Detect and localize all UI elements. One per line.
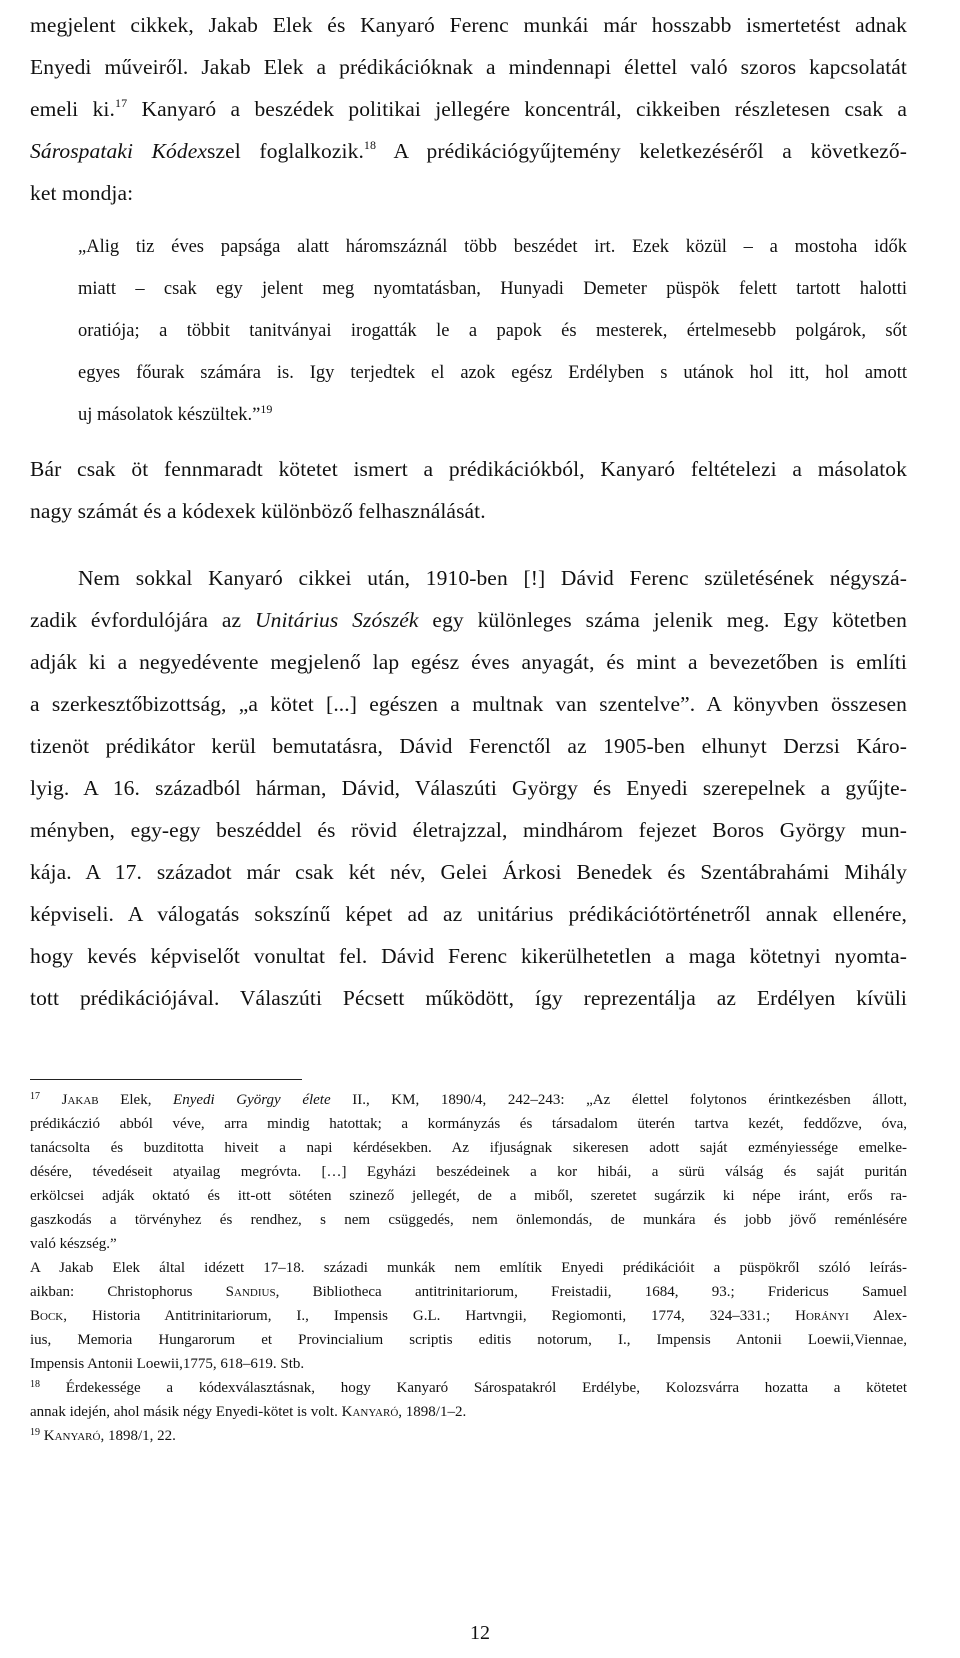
footnote-line: désére, tévedéseit atyailag megróvta. […] Egyházi beszédeinek a kor hibái, a sürü válság és saját puritán <box>30 1164 907 1180</box>
page-number: 12 <box>470 1622 490 1644</box>
text-line: megjelent cikkek, Jakab Elek és Kanyaró Ferenc munkái már hosszabb ismertetést adnak <box>30 13 907 37</box>
footnote-line: Bock, Historia Antitrinitariorum, I., Impensis G.L. Hartvngii, Regiomonti, 1774, 324–331.; Horányi Alex- <box>30 1308 907 1324</box>
text-line: lyig. A 16. századból hárman, Dávid, Válaszúti György és Enyedi szerepelnek a gyűjte- <box>30 776 907 800</box>
text-line: zadik évfordulójára az Unitárius Szószék egy különleges száma jelenik meg. Egy kötetben <box>30 608 907 632</box>
footnote-19: $^{19}$ Kanyaró, 1898/1, 22. <box>30 1427 176 1444</box>
footnote-line: való készség.” <box>30 1236 117 1252</box>
text-line: hogy kevés képviselőt vonultat fel. Dávid Ferenc kikerülhetetlen a maga kötetnyi nyomta- <box>30 944 907 968</box>
footnote-separator <box>30 1079 302 1080</box>
text-line: tizenöt prédikátor kerül bemutatásra, Dávid Ferenctől az 1905-ben elhunyt Derzsi Káro- <box>30 734 907 758</box>
footnote-ref-19[interactable]: 19 <box>260 402 273 416</box>
quote-line: miatt – csak egy jelent meg nyomtatásban, Hunyadi Demeter püspök felett tartott halotti <box>78 279 907 299</box>
text-line: ményben, egy-egy beszéddel és rövid életrajzzal, mindhárom fejezet Boros György mun- <box>30 818 907 842</box>
text-line: adják ki a negyedévente megjelenő lap egész éves anyagát, és mint a bevezetőben is említi <box>30 650 907 674</box>
footnote-line: A Jakab Elek által idézett 17–18. századi munkák nem említik Enyedi prédikációit a püspökről szóló leírás- <box>30 1260 907 1276</box>
footnote-line: prédikáczió abból véve, arra mindig hatottak; a kormányzás és társadalom üterén tartva kezét, feddőzve, óva, <box>30 1116 907 1132</box>
text-line: emeli ki.$^{17}$ Kanyaró a beszédek politikai jellegére koncentrál, cikkeiben részletesen csak a <box>30 96 907 121</box>
footnote-line: Impensis Antonii Loewii,1775, 618–619. Stb. <box>30 1356 305 1372</box>
text-line: kája. A 17. századot már csak két név, Gelei Árkosi Benedek és Szentábrahámi Mihály <box>30 860 907 884</box>
text-line: tott prédikációjával. Válaszúti Pécsett működött, így reprezentálja az Erdélyen kívüli <box>30 986 907 1010</box>
footnote-ref-17[interactable]: 17 <box>114 96 128 110</box>
footnotes <box>30 1088 907 1448</box>
text-line: ket mondja: <box>30 181 134 205</box>
journal-title-italic: Unitárius Szószék <box>255 608 419 632</box>
footnote-line: aikban: Christophorus Sandius, Bibliotheca antitrinitariorum, Freistadii, 1684, 93.; Fridericus Samuel <box>30 1284 907 1300</box>
paragraph-intro <box>30 4 907 214</box>
text-line: Sárospataki Kódexszel foglalkozik.$^{18}$ A prédikációgyűjtemény keletkezéséről a következő- <box>30 138 907 163</box>
quote-line: oratiója; a többit tanitványai irogatták le a papok és mesterek, értelmesebb polgárok, sőt <box>78 321 907 341</box>
footnote-line: tanácsolta és buzditotta hiveit a napi kérdésekben. Az ifjuságnak sikeresen adott saját ezményiessége emelke- <box>30 1140 907 1156</box>
block-quote <box>78 226 907 436</box>
text-line: képviseli. A válogatás sokszínű képet ad az unitárius prédikációtörténetről annak ellenére, <box>30 902 907 926</box>
footnote-line: ius, Memoria Hungarorum et Provincialium scriptis editis notorum, I., Impensis Antonii Loewii,Viennae, <box>30 1332 907 1348</box>
quote-line: egyes főurak számára is. Igy terjedtek el azok egész Erdélyben s utánok hol itt, hol amott <box>78 363 907 383</box>
paragraph-3 <box>30 557 907 1019</box>
paragraph-2 <box>30 448 907 532</box>
text-line: a szerkesztőbizottság, „a kötet [...] egészen a multnak van szentelve”. A könyvben összesen <box>30 692 907 716</box>
footnote-line: erkölcsei adják oktató és itt-ott sötéten szinező jellegét, de a miből, szeretet sugárzik ki népe iránt, erős ra- <box>30 1188 907 1204</box>
text-line: Nem sokkal Kanyaró cikkei után, 1910-ben [!] Dávid Ferenc születésének négyszá- <box>78 566 907 590</box>
quote-line: „Alig tiz éves papsága alatt háromszáznál több beszédet irt. Ezek közül – a mostoha idők <box>78 237 907 257</box>
footnote-line: annak idején, ahol másik négy Enyedi-kötet is volt. Kanyaró, 1898/1–2. <box>30 1404 467 1420</box>
footnote-ref-18[interactable]: 18 <box>363 138 377 152</box>
footnote-line: gaszkodás a törvényhez és rendhez, s nem csüggedés, nem önlemondás, de munkára és jobb jövő reménlésére <box>30 1212 907 1228</box>
footnote-17: $^{17}$ Jakab Elek, Enyedi György élete II., KM, 1890/4, 242–243: „Az élettel folytonos érintkezésben állott, <box>30 1091 907 1108</box>
title-italic: Sárospataki Kódex <box>30 139 208 163</box>
text-line: Bár csak öt fennmaradt kötetet ismert a prédikációkból, Kanyaró feltételezi a másolatok <box>30 457 907 481</box>
text-line: nagy számát és a kódexek különböző felhasználását. <box>30 499 486 523</box>
footnote-18: $^{18}$ Érdekessége a kódexválasztásnak, hogy Kanyaró Sárospatakról Erdélybe, Kolozsvárra hozatta a kötetet <box>30 1379 907 1396</box>
quote-line: uj másolatok készültek.”$^{19}$ <box>78 402 273 425</box>
text-line: Enyedi műveiről. Jakab Elek a prédikációknak a mindennapi élettel való szoros kapcsolatát <box>30 55 907 79</box>
